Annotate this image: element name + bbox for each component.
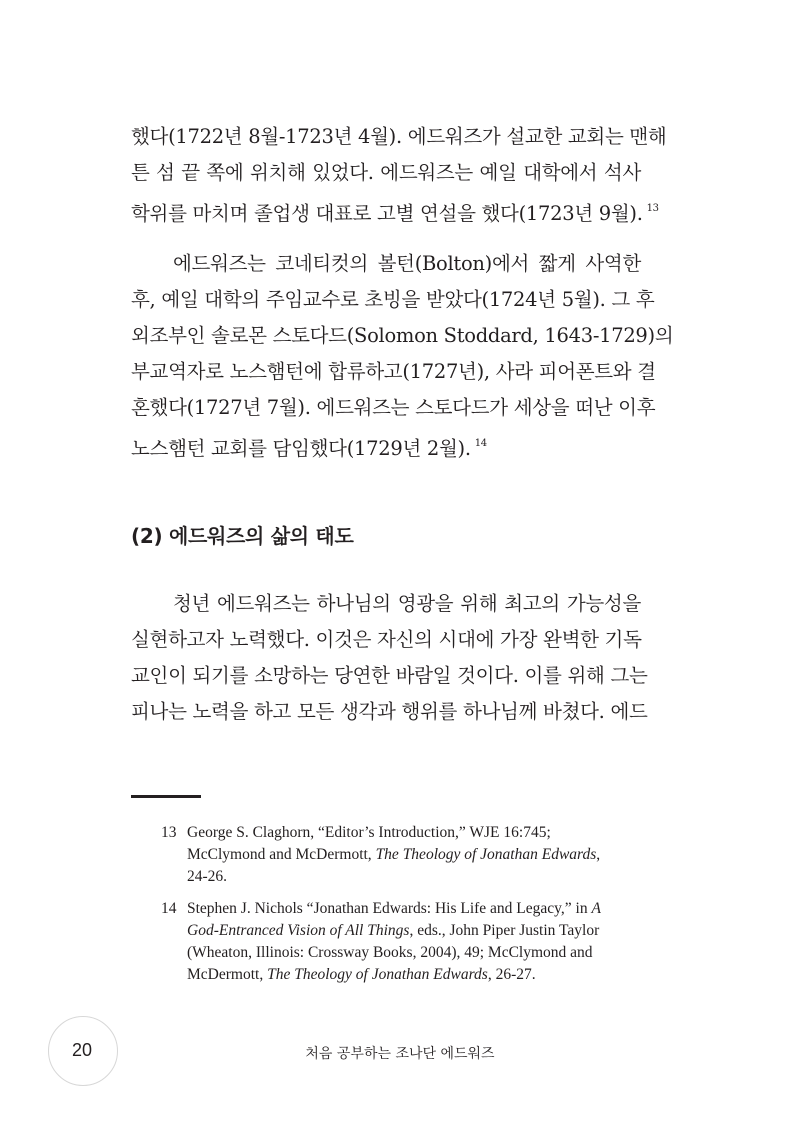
text-line: 했다(1722년 8월-1723년 4월). 에드워즈가 설교한 교회는 맨해 — [131, 125, 667, 148]
footnote-line — [187, 920, 629, 942]
text-line — [131, 191, 659, 227]
text-line: 외조부인 솔로몬 스토다드(Solomon Stoddard, 1643-1729)의 — [131, 324, 674, 347]
text-line: 교인이 되기를 소망하는 당연한 바람일 것이다. 이를 위해 그는 — [131, 664, 648, 687]
text-line: 청년 에드워즈는 하나님의 영광을 위해 최고의 가능성을 — [173, 592, 641, 615]
book-title: The Theology of Jonathan Edwards — [375, 846, 597, 863]
footnote-text: , eds., John Piper Justin Taylor — [409, 922, 600, 939]
text-line: 실현하고자 노력했다. 이것은 자신의 시대에 가장 완벽한 기독 — [131, 628, 642, 651]
text-line: 부교역자로 노스햄턴에 합류하고(1727년), 사라 피어폰트와 결 — [131, 360, 656, 383]
footnote-text: , — [596, 846, 601, 863]
footnote-line — [187, 964, 629, 986]
footnote-number: 14 — [161, 900, 177, 917]
text-line — [131, 426, 641, 462]
footnote-line — [187, 844, 629, 866]
text-line: 후, 예일 대학의 주임교수로 초빙을 받았다(1724년 5월). 그 후 — [131, 288, 655, 311]
footnote-line — [187, 898, 629, 920]
footnote-text: , 26-27. — [487, 966, 536, 983]
text-line-content: 노스햄턴 교회를 담임했다(1729년 2월). — [131, 437, 471, 460]
section-heading: (2) 에드워즈의 삶의 태도 — [131, 524, 354, 548]
footnote-divider — [131, 795, 201, 798]
footnote-line: (Wheaton, Illinois: Crossway Books, 2004), 49; McClymond and — [187, 944, 593, 961]
book-title: God-Entranced Vision of All Things — [187, 922, 410, 939]
footnote-ref-14[interactable]: 14 — [474, 438, 487, 449]
footnote-14 — [161, 898, 629, 986]
book-title: A — [591, 900, 601, 917]
book-title: The Theology of Jonathan Edwards — [267, 966, 488, 983]
text-line: 피나는 노력을 하고 모든 생각과 행위를 하나님께 바쳤다. 에드 — [131, 700, 648, 723]
footnote-ref-13[interactable]: 13 — [646, 203, 659, 214]
text-line: 에드워즈는 코네티컷의 볼턴(Bolton)에서 짧게 사역한 — [173, 252, 641, 275]
footnote-text: Stephen J. Nichols “Jonathan Edwards: His Life and Legacy,” in — [187, 900, 592, 917]
text-line-content: 학위를 마치며 졸업생 대표로 고별 연설을 했다(1723년 9월). — [131, 202, 643, 225]
paragraph-1 — [131, 119, 667, 227]
text-line: 혼했다(1727년 7월). 에드워즈는 스토다드가 세상을 떠난 이후 — [131, 396, 656, 419]
footnote-line: 24-26. — [187, 868, 228, 885]
page-number: 20 — [71, 1039, 93, 1060]
footnotes — [161, 822, 629, 996]
footnote-number: 13 — [161, 824, 177, 841]
paragraph-3 — [131, 586, 648, 730]
running-title: 처음 공부하는 조나단 에드워즈 — [305, 1046, 495, 1062]
footnote-text: McDermott, — [187, 966, 268, 983]
footnote-line: George S. Claghorn, “Editor’s Introduction,” WJE 16:745; — [187, 824, 551, 841]
paragraph-2 — [131, 246, 674, 462]
footnote-13 — [161, 822, 629, 888]
footnote-text: McClymond and McDermott, — [187, 846, 376, 863]
text-line: 튼 섬 끝 쪽에 위치해 있었다. 에드워즈는 예일 대학에서 석사 — [131, 161, 641, 184]
